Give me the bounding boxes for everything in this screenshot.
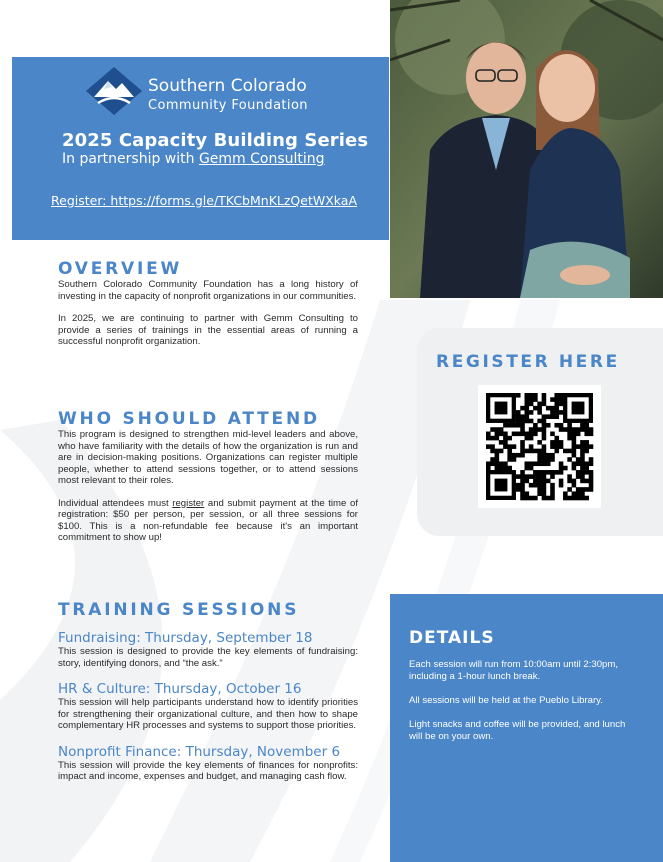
details-item-location: All sessions will be held at the Pueblo Library. — [409, 695, 603, 706]
who-paragraph-1: This program is designed to strengthen mid-level leaders and above, who have familiarity with the details of how the organization is run and are in decision-making positions. Organizations can register multiple people, whether to attend sessions together, or to attend sessions most relevant to their roles. — [58, 429, 358, 486]
overview-section — [58, 259, 358, 359]
details-item-food: Light snacks and coffee will be provided, and lunch will be on your own. — [409, 719, 626, 742]
details-panel — [390, 594, 663, 862]
couple-photo — [390, 0, 663, 298]
header-banner — [12, 57, 389, 240]
mountain-logo-icon — [86, 67, 142, 115]
series-title: 2025 Capacity Building Series — [62, 130, 369, 151]
register-link[interactable]: Register: https://forms.gle/TKCbMnKLzQetWXkaA — [51, 193, 357, 208]
partner-line — [62, 151, 325, 167]
partner-link[interactable]: Gemm Consulting — [198, 151, 325, 167]
who-paragraph-2 — [58, 498, 358, 544]
org-name-line2: Community Foundation — [148, 98, 308, 113]
register-card — [417, 328, 663, 536]
org-name-line1: Southern Colorado — [148, 76, 307, 96]
overview-heading: OVERVIEW — [58, 259, 183, 279]
training-sessions-section — [58, 600, 358, 794]
register-heading: REGISTER HERE — [436, 352, 620, 372]
who-p2-after: and submit payment at the time of registration: $50 per person, per session, or all three sessions for $100. This is a non-refundable fee because it's an important commitment to show up! — [58, 497, 358, 543]
foundation-logo — [86, 67, 326, 115]
session-description-hr-culture: This session will help participants understand how to identify priorities for strengthening their organizational culture, and then how to shape complementary HR processes and systems to support those priorities. — [58, 697, 358, 731]
overview-paragraph-1: Southern Colorado Community Foundation has a long history of investing in the capacity of nonprofit organizations in our communities. — [58, 279, 358, 302]
session-title-fundraising: Fundraising: Thursday, September 18 — [58, 630, 313, 646]
who-p2-before: Individual attendees must — [58, 497, 173, 509]
session-title-finance: Nonprofit Finance: Thursday, November 6 — [58, 743, 341, 760]
overview-paragraph-2: In 2025, we are continuing to partner with Gemm Consulting to provide a series of trainings in the essential areas of running a successful nonprofit organization. — [58, 313, 358, 347]
details-heading: DETAILS — [409, 628, 495, 648]
session-description-finance: This session will provide the key elements of finances for nonprofits: impact and income, expenses and budget, and managing cash flow. — [58, 759, 358, 782]
training-heading: TRAINING SESSIONS — [58, 600, 300, 620]
register-inline-link[interactable]: register — [172, 497, 205, 509]
partner-prefix: In partnership with — [62, 151, 199, 167]
details-item-schedule: Each session will run from 10:00am until 2:30pm, including a 1-hour lunch break. — [409, 659, 619, 682]
who-should-attend-section — [58, 409, 358, 555]
session-title-hr-culture: HR & Culture: Thursday, October 16 — [58, 681, 302, 697]
who-heading: WHO SHOULD ATTEND — [58, 409, 320, 429]
session-description-fundraising: This session is designed to provide the key elements of fundraising: story, identifying donors, and “the ask.” — [58, 646, 358, 669]
qr-code-icon[interactable] — [478, 385, 601, 508]
